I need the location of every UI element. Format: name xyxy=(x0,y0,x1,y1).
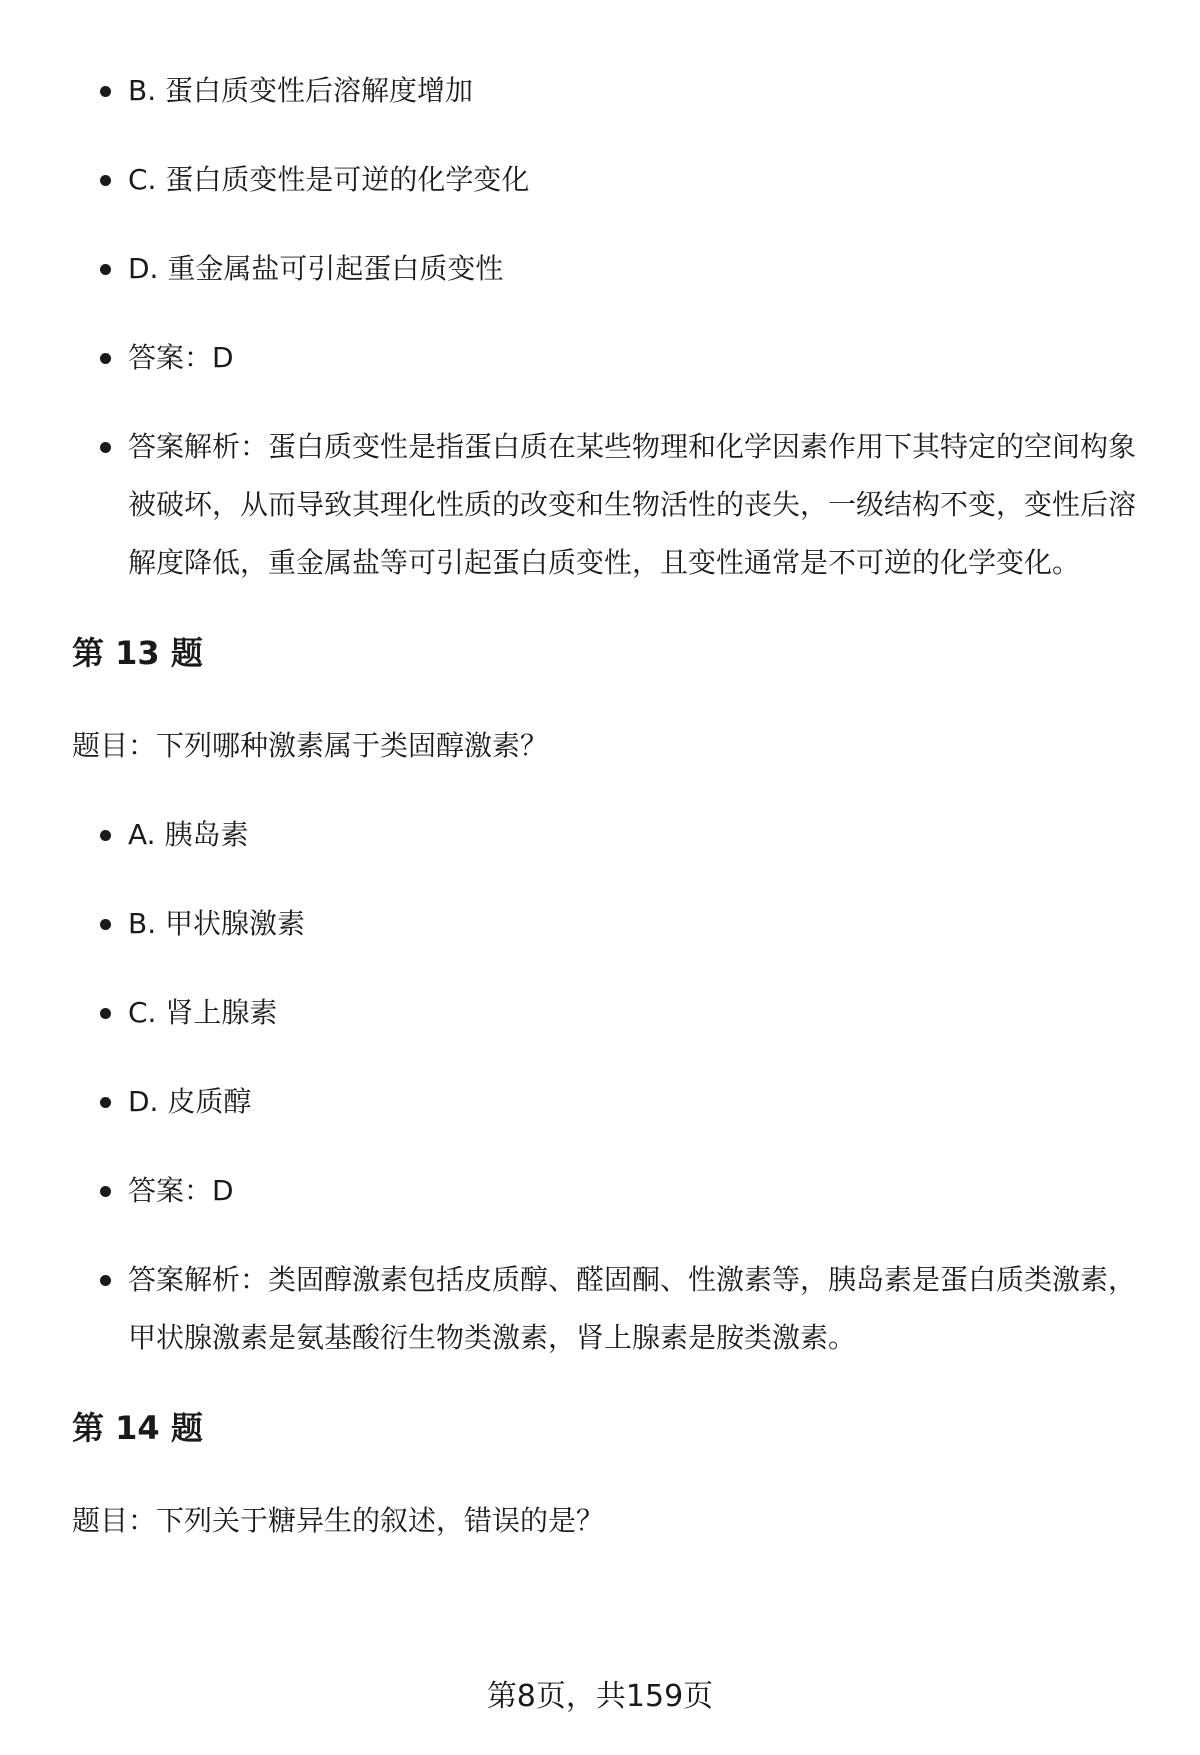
answer: 答案：D xyxy=(72,329,1147,387)
option-d: D. 皮质醇 xyxy=(72,1073,1147,1131)
page-content xyxy=(72,62,1147,1581)
answer: 答案：D xyxy=(72,1162,1147,1220)
page-number-footer: 第8页，共159页 xyxy=(486,1679,714,1714)
option-b: B. 甲状腺激素 xyxy=(72,895,1147,953)
prev-question-options xyxy=(72,62,1147,592)
answer-explanation: 答案解析：蛋白质变性是指蛋白质在某些物理和化学因素作用下其特定的空间构象被破坏，从而导致其理化性质的改变和生物活性的丧失，一级结构不变，变性后溶解度降低，重金属盐等可引起蛋白质变性，且变性通常是不可逆的化学变化。 xyxy=(72,418,1147,592)
option-c: C. 肾上腺素 xyxy=(72,984,1147,1042)
question-13-options xyxy=(72,806,1147,1367)
option-d: D. 重金属盐可引起蛋白质变性 xyxy=(72,240,1147,298)
option-b: B. 蛋白质变性后溶解度增加 xyxy=(72,62,1147,120)
question-14-title: 第 14 题 xyxy=(72,1409,203,1447)
answer-explanation: 答案解析：类固醇激素包括皮质醇、醛固酮、性激素等，胰岛素是蛋白质类激素，甲状腺激素是氨基酸衍生物类激素，肾上腺素是胺类激素。 xyxy=(72,1251,1147,1367)
question-13-text: 题目：下列哪种激素属于类固醇激素？ xyxy=(72,729,549,762)
option-a: A. 胰岛素 xyxy=(72,806,1147,864)
option-c: C. 蛋白质变性是可逆的化学变化 xyxy=(72,151,1147,209)
question-14-text: 题目：下列关于糖异生的叙述，错误的是？ xyxy=(72,1504,605,1537)
question-13-title: 第 13 题 xyxy=(72,634,203,672)
